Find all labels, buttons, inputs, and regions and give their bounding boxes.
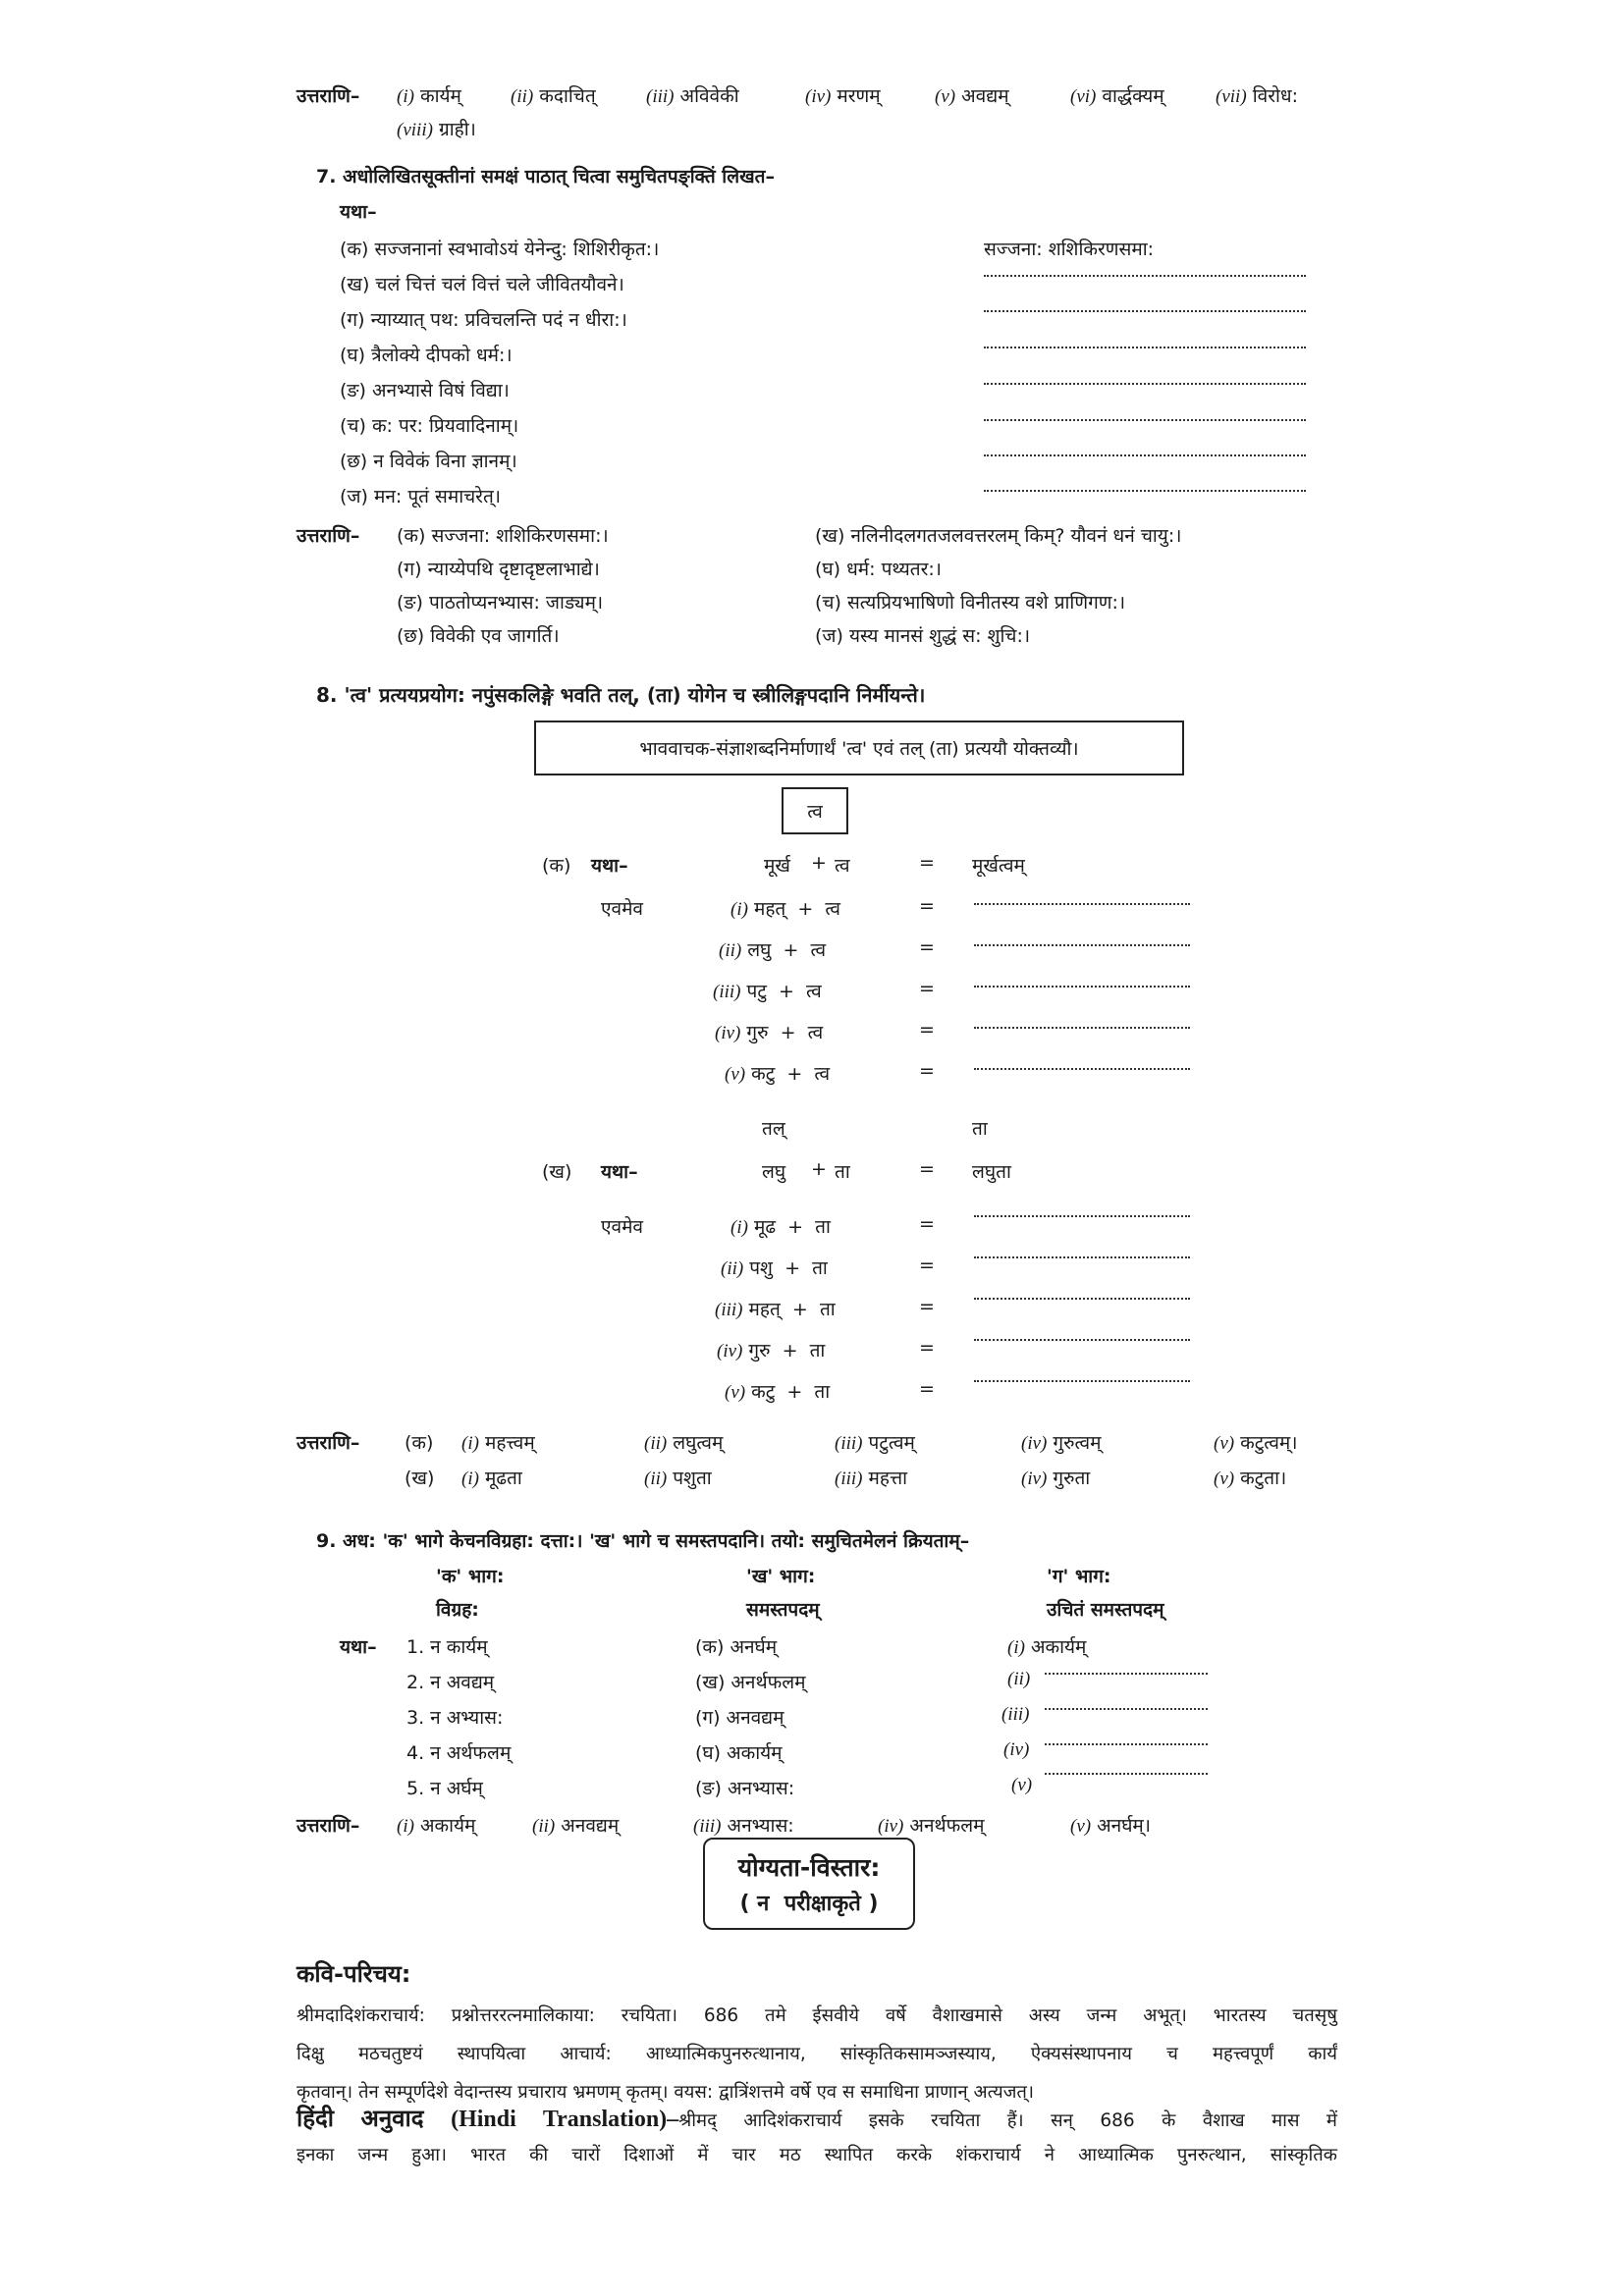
yatha-label: यथा– bbox=[591, 855, 628, 877]
example-suffix: त्व bbox=[835, 855, 850, 877]
answer-item: (ज) यस्य मानसं शुद्धं स: शुचि:। bbox=[815, 625, 1031, 647]
sukti-item: (घ) त्रैलोक्ये दीपको धर्म:। bbox=[340, 345, 513, 366]
sukti-item: (ज) मन: पूतं समाचरेत्। bbox=[340, 486, 501, 507]
samasta-item: (घ) अकार्यम् bbox=[695, 1742, 783, 1764]
answer-blank[interactable] bbox=[974, 1256, 1190, 1258]
example-suffix: ता bbox=[835, 1161, 850, 1183]
answer-item: (ग) न्याय्येपथि दृष्टादृष्टलाभाद्ये। bbox=[397, 559, 600, 580]
part-label: (क) bbox=[542, 855, 571, 877]
answer-num: (v) bbox=[1011, 1775, 1033, 1795]
answer-blank[interactable] bbox=[984, 454, 1306, 456]
answer-num: (iii) bbox=[1001, 1704, 1030, 1725]
answer-item: (v) अवद्यम् bbox=[935, 85, 1009, 107]
question-heading: 8. 'त्व' प्रत्ययप्रयोग: नपुंसकलिङ्गे भवति तल्, (ता) योगेन च स्त्रीलिङ्गपदानि निर्मीयन्ते। bbox=[316, 683, 926, 707]
answer-item: (v) कटुता। bbox=[1214, 1468, 1287, 1489]
derivation-row: (i) महत् + त्व bbox=[730, 898, 840, 920]
yogyata-title: योग्यता-विस्तार: bbox=[737, 1853, 881, 1882]
vigraha-item: 3. न अभ्यास: bbox=[406, 1707, 504, 1729]
derivation-row: (i) मूढ + ता bbox=[730, 1216, 831, 1238]
vigraha-item: 2. न अवद्यम् bbox=[406, 1672, 495, 1693]
note-text: भाववाचक-संज्ञाशब्दनिर्माणार्थं 'त्व' एवं तल् (ता) प्रत्ययौ योक्तव्यौ। bbox=[639, 738, 1079, 760]
yatha-label: यथा– bbox=[340, 1636, 377, 1658]
column-header: 'ख' भाग: bbox=[746, 1566, 816, 1587]
answer-item: (ii) लघुत्वम् bbox=[644, 1432, 724, 1454]
answer-group-label: (क) bbox=[405, 1432, 434, 1454]
answer-item: (क) सज्जना: शशिकिरणसमा:। bbox=[397, 525, 609, 547]
answer-item: (ii) अनवद्यम् bbox=[532, 1815, 620, 1837]
answer-blank[interactable] bbox=[974, 986, 1190, 988]
equals: = bbox=[919, 1019, 935, 1041]
equals: = bbox=[919, 895, 935, 917]
answer-item: (छ) विवेकी एव जागर्ति। bbox=[397, 625, 560, 647]
derivation-row: (iii) पटु + त्व bbox=[713, 981, 822, 1002]
equals: = bbox=[919, 1158, 935, 1180]
paragraph-line: श्रीमदादिशंकराचार्य: प्रश्नोत्तररत्नमालिकाया: रचयिता। 686 तमे ईसवीये वर्षे वैशाखमासे अस्य जन्म अभूत्। भारतस्य चतसृषु bbox=[297, 2005, 1337, 2026]
answer-blank[interactable] bbox=[984, 310, 1306, 312]
paragraph-line: हिंदी अनुवाद (Hindi Translation)–श्रीमद् आदिशंकराचार्य इसके रचयिता हैं। सन् 686 के वैशाख मास में bbox=[297, 2107, 1337, 2132]
sukti-item: (च) क: पर: प्रियवादिनाम्। bbox=[340, 415, 519, 437]
sukti-item: (छ) न विवेकं विना ज्ञानम्। bbox=[340, 451, 517, 472]
answer-blank[interactable] bbox=[984, 383, 1306, 385]
sukti-item: (ग) न्याय्यात् पथ: प्रविचलन्ति पदं न धीरा:। bbox=[340, 309, 627, 331]
answer-blank[interactable] bbox=[974, 1027, 1190, 1029]
equals: = bbox=[919, 978, 935, 999]
paragraph-line: दिक्षु मठचतुष्टयं स्थापयित्वा आचार्य: आध्यात्मिकपुनरुत्थानाय, सांस्कृतिकसामञ्जस्याय, ऐक्यसंस्थापनाय च महत्त्वपूर्णं कार्यं bbox=[297, 2044, 1337, 2064]
answers-label: उत्तराणि– bbox=[297, 85, 360, 107]
section-heading: कवि-परिचय: bbox=[297, 1960, 411, 1988]
equals: = bbox=[919, 936, 935, 958]
example-answer: सज्जना: शशिकिरणसमा: bbox=[984, 239, 1155, 260]
samasta-item: (ख) अनर्थफलम् bbox=[695, 1672, 806, 1693]
sukti-item: (ख) चलं चित्तं चलं वित्तं चले जीवितयौवने। bbox=[340, 274, 624, 295]
answer-item: (iv) अनर्थफलम् bbox=[878, 1815, 985, 1837]
evameva-label: एवमेव bbox=[601, 1216, 643, 1238]
answer-item: (ङ) पाठतोप्यनभ्यास: जाड्यम्। bbox=[397, 592, 604, 614]
answer-item: (iii) पटुत्वम् bbox=[835, 1432, 915, 1454]
answer-blank[interactable] bbox=[1045, 1773, 1208, 1775]
answer-item: (च) सत्यप्रियभाषिणो विनीतस्य वशे प्राणिगण:। bbox=[815, 592, 1126, 614]
column-header: 'ग' भाग: bbox=[1047, 1566, 1111, 1587]
derivation-row: (v) कटु + त्व bbox=[725, 1063, 831, 1085]
example-result: लघुता bbox=[972, 1161, 1011, 1183]
ta-label: ता bbox=[972, 1118, 988, 1140]
hindi-translation-paragraph bbox=[297, 2101, 1337, 2174]
column-header: उचितं समस्तपदम् bbox=[1047, 1599, 1164, 1621]
equals: = bbox=[919, 1296, 935, 1317]
answer-item: (iv) गुरुता bbox=[1021, 1468, 1091, 1489]
hindi-translation-label: हिंदी अनुवाद (Hindi Translation)– bbox=[297, 2107, 679, 2132]
answer-blank[interactable] bbox=[974, 944, 1190, 946]
answer-blank[interactable] bbox=[984, 490, 1306, 492]
answers-label: उत्तराणि– bbox=[297, 1815, 360, 1837]
answer-item: (i) मूढता bbox=[461, 1468, 522, 1489]
plus: + bbox=[811, 1158, 827, 1180]
answer-item: (ii) कदाचित् bbox=[511, 85, 596, 107]
answer-blank[interactable] bbox=[974, 903, 1190, 905]
vigraha-item: 4. न अर्थफलम् bbox=[406, 1742, 512, 1764]
answer-item: (viii) ग्राही। bbox=[397, 119, 476, 140]
answer-item: (iii) अविवेकी bbox=[646, 85, 739, 107]
equals: = bbox=[919, 1213, 935, 1235]
note-box bbox=[534, 721, 1184, 775]
kavi-paragraph bbox=[297, 1997, 1337, 2111]
evameva-label: एवमेव bbox=[601, 898, 643, 920]
answer-item: (ख) नलिनीदलगतजलवत्तरलम् किम्? यौवनं धनं चायु:। bbox=[815, 525, 1182, 547]
sukti-item: (क) सज्जनानां स्वभावोऽयं येनेन्दु: शिशिरीकृत:। bbox=[340, 239, 660, 260]
paragraph-line: इनका जन्म हुआ। भारत की चारों दिशाओं में चार मठ स्थापित करके शंकराचार्य ने आध्यात्मिक पुनरुत्थान, सांस्कृतिक bbox=[297, 2145, 1337, 2165]
answer-blank[interactable] bbox=[984, 347, 1306, 348]
plus: + bbox=[811, 852, 827, 874]
answer-blank[interactable] bbox=[1045, 1673, 1208, 1675]
tva-box bbox=[782, 787, 848, 834]
question-heading: 7. अधोलिखितसूक्तीनां समक्षं पाठात् चित्वा समुचितपङ्क्तिं लिखत– bbox=[316, 166, 775, 187]
answer-blank[interactable] bbox=[974, 1215, 1190, 1217]
derivation-row: (ii) पशु + ता bbox=[721, 1257, 828, 1279]
equals: = bbox=[919, 1337, 935, 1359]
answer-item: (i) अकार्यम् bbox=[1007, 1636, 1087, 1658]
answer-item: (v) अनर्घम्। bbox=[1070, 1815, 1151, 1837]
sukti-item: (ङ) अनभ्यासे विषं विद्या। bbox=[340, 380, 510, 401]
answer-blank[interactable] bbox=[974, 1380, 1190, 1382]
vigraha-item: 1. न कार्यम् bbox=[406, 1636, 488, 1658]
derivation-row: (iii) महत् + ता bbox=[715, 1299, 836, 1320]
column-header: समस्तपदम् bbox=[746, 1599, 820, 1621]
answer-item: (i) कार्यम् bbox=[397, 85, 461, 107]
answers-label: उत्तराणि– bbox=[297, 1432, 360, 1454]
equals: = bbox=[919, 852, 935, 874]
column-header: विग्रह: bbox=[436, 1599, 479, 1621]
answer-item: (iii) महत्ता bbox=[835, 1468, 908, 1489]
answer-blank[interactable] bbox=[974, 1339, 1190, 1341]
answer-blank[interactable] bbox=[974, 1068, 1190, 1070]
answer-blank[interactable] bbox=[984, 275, 1306, 277]
paragraph-line: कृतवान्। तेन सम्पूर्णदेशे वेदान्तस्य प्रचाराय भ्रमणम् कृतम्। वयस: द्वात्रिंशत्तमे वर्षे एव स समाधिना प्राणान् अत्यजत्। bbox=[297, 2082, 1034, 2103]
part-label: (ख) bbox=[542, 1161, 572, 1183]
example-result: मूर्खत्वम् bbox=[972, 855, 1025, 877]
answer-item: (घ) धर्म: पथ्यतर:। bbox=[815, 559, 942, 580]
answer-blank[interactable] bbox=[1045, 1743, 1208, 1745]
samasta-item: (ङ) अनभ्यास: bbox=[695, 1778, 795, 1799]
column-header: 'क' भाग: bbox=[436, 1566, 505, 1587]
derivation-row: (v) कटु + ता bbox=[725, 1381, 831, 1403]
answer-item: (i) महत्त्वम् bbox=[461, 1432, 535, 1454]
tal-label: तल् bbox=[762, 1118, 785, 1140]
answer-blank[interactable] bbox=[984, 419, 1306, 421]
answer-num: (iv) bbox=[1003, 1739, 1030, 1760]
answer-item: (iv) मरणम् bbox=[805, 85, 881, 107]
answer-item: (vii) विरोध: bbox=[1216, 85, 1298, 107]
answer-item: (vi) वार्द्धक्यम् bbox=[1070, 85, 1164, 107]
yatha-label: यथा– bbox=[340, 201, 377, 223]
answer-item: (ii) पशुता bbox=[644, 1468, 712, 1489]
example-base: मूर्ख bbox=[764, 855, 790, 877]
derivation-row: (iv) गुरु + त्व bbox=[715, 1022, 824, 1043]
tva-text: त्व bbox=[807, 801, 823, 823]
answer-item: (iv) गुरुत्वम् bbox=[1021, 1432, 1102, 1454]
equals: = bbox=[919, 1378, 935, 1400]
vigraha-item: 5. न अर्घम् bbox=[406, 1778, 483, 1799]
samasta-item: (क) अनर्घम् bbox=[695, 1636, 778, 1658]
question-heading: 9. अध: 'क' भागे केचनविग्रहा: दत्ता:। 'ख' भागे च समस्तपदानि। तयो: समुचितमेलनं क्रियताम्– bbox=[316, 1530, 970, 1552]
yogyata-subtitle: ( न परीक्षाकृते ) bbox=[739, 1892, 879, 1916]
yatha-label: यथा– bbox=[601, 1161, 638, 1183]
answer-item: (i) अकार्यम् bbox=[397, 1815, 476, 1837]
yogyata-vistar-box bbox=[703, 1838, 915, 1930]
derivation-row: (ii) लघु + त्व bbox=[719, 939, 827, 961]
answers-label: उत्तराणि– bbox=[297, 525, 360, 547]
equals: = bbox=[919, 1255, 935, 1276]
equals: = bbox=[919, 1060, 935, 1082]
answer-blank[interactable] bbox=[974, 1298, 1190, 1300]
samasta-item: (ग) अनवद्यम् bbox=[695, 1707, 784, 1729]
answer-blank[interactable] bbox=[1045, 1708, 1208, 1710]
answer-item: (v) कटुत्वम्। bbox=[1214, 1432, 1298, 1454]
answer-item: (iii) अनभ्यास: bbox=[693, 1815, 794, 1837]
answer-group-label: (ख) bbox=[405, 1468, 435, 1489]
answer-num: (ii) bbox=[1007, 1669, 1031, 1689]
example-base: लघु bbox=[762, 1161, 786, 1183]
derivation-row: (iv) गुरु + ता bbox=[717, 1340, 826, 1362]
